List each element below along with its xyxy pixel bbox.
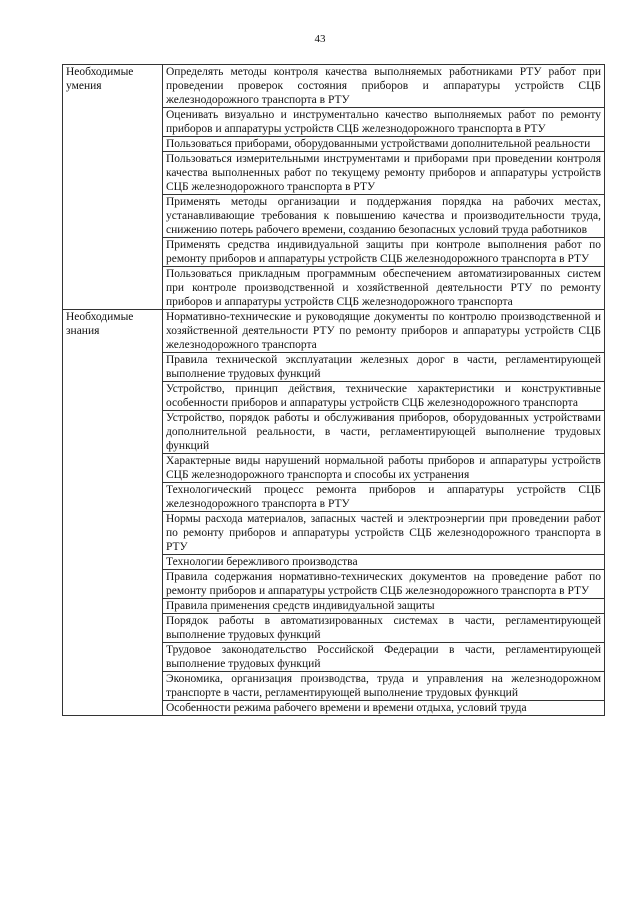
requirement-item: Устройство, порядок работы и обслуживания приборов, оборудованных устройствами дополнительной реальности, в части, регламентирующей выполнение трудовых функций	[163, 411, 605, 454]
requirement-item: Технологический процесс ремонта приборов и аппаратуры устройств СЦБ железнодорожного транспорта в РТУ	[163, 483, 605, 512]
requirements-table-body	[63, 65, 605, 716]
requirement-item: Нормативно-технические и руководящие документы по контролю производственной и хозяйственной деятельности РТУ по ремонту приборов и аппаратуры устройств СЦБ железнодорожного транспорта	[163, 310, 605, 353]
table-row	[63, 65, 605, 108]
requirement-item: Правила применения средств индивидуальной защиты	[163, 599, 605, 614]
requirement-item: Особенности режима рабочего времени и времени отдыха, условий труда	[163, 701, 605, 716]
section-label: Необходимые умения	[63, 65, 163, 310]
requirement-item: Экономика, организация производства, труда и управления на железнодорожном транспорте в части, регламентирующей выполнение трудовых функций	[163, 672, 605, 701]
requirement-item: Трудовое законодательство Российской Федерации в части, регламентирующей выполнение трудовых функций	[163, 643, 605, 672]
requirement-item: Применять методы организации и поддержания порядка на рабочих местах, устанавливающие требования к повышению качества и производительности труда, снижению потерь рабочего времени, созданию безопасных условий труда работников	[163, 195, 605, 238]
requirement-item: Устройство, принцип действия, технические характеристики и конструктивные особенности приборов и аппаратуры устройств СЦБ железнодорожного транспорта	[163, 382, 605, 411]
requirement-item: Правила содержания нормативно-технических документов на проведение работ по ремонту приборов и аппаратуры устройств СЦБ железнодорожного транспорта в РТУ	[163, 570, 605, 599]
page-number: 43	[314, 33, 326, 45]
requirement-item: Пользоваться приборами, оборудованными устройствами дополнительной реальности	[163, 137, 605, 152]
requirement-item: Характерные виды нарушений нормальной работы приборов и аппаратуры устройств СЦБ железнодорожного транспорта и способы их устранения	[163, 454, 605, 483]
requirement-item: Нормы расхода материалов, запасных частей и электроэнергии при проведении работ по ремонту приборов и аппаратуры устройств СЦБ железнодорожного транспорта в РТУ	[163, 512, 605, 555]
section-label: Необходимые знания	[63, 310, 163, 716]
requirement-item: Технологии бережливого производства	[163, 555, 605, 570]
requirement-item: Оценивать визуально и инструментально качество выполняемых работ по ремонту приборов и аппаратуры устройств СЦБ железнодорожного транспорта в РТУ	[163, 108, 605, 137]
requirement-item: Пользоваться измерительными инструментами и приборами при проведении контроля качества выполненных работ по текущему ремонту приборов и аппаратуры устройств СЦБ железнодорожного транспорта в РТУ	[163, 152, 605, 195]
requirement-item: Пользоваться прикладным программным обеспечением автоматизированных систем при контроле производственной и хозяйственной деятельности РТУ по ремонту приборов и аппаратуры устройств СЦБ железнодорожного транспорта	[163, 267, 605, 310]
requirement-item: Применять средства индивидуальной защиты при контроле выполнения работ по ремонту приборов и аппаратуры устройств СЦБ железнодорожного транспорта в РТУ	[163, 238, 605, 267]
requirement-item: Порядок работы в автоматизированных системах в части, регламентирующей выполнение трудовых функций	[163, 614, 605, 643]
requirements-table	[62, 64, 605, 716]
requirement-item: Определять методы контроля качества выполняемых работниками РТУ работ при проведении проверок состояния приборов и аппаратуры устройств СЦБ железнодорожного транспорта в РТУ	[163, 65, 605, 108]
table-row	[63, 310, 605, 353]
requirement-item: Правила технической эксплуатации железных дорог в части, регламентирующей выполнение трудовых функций	[163, 353, 605, 382]
